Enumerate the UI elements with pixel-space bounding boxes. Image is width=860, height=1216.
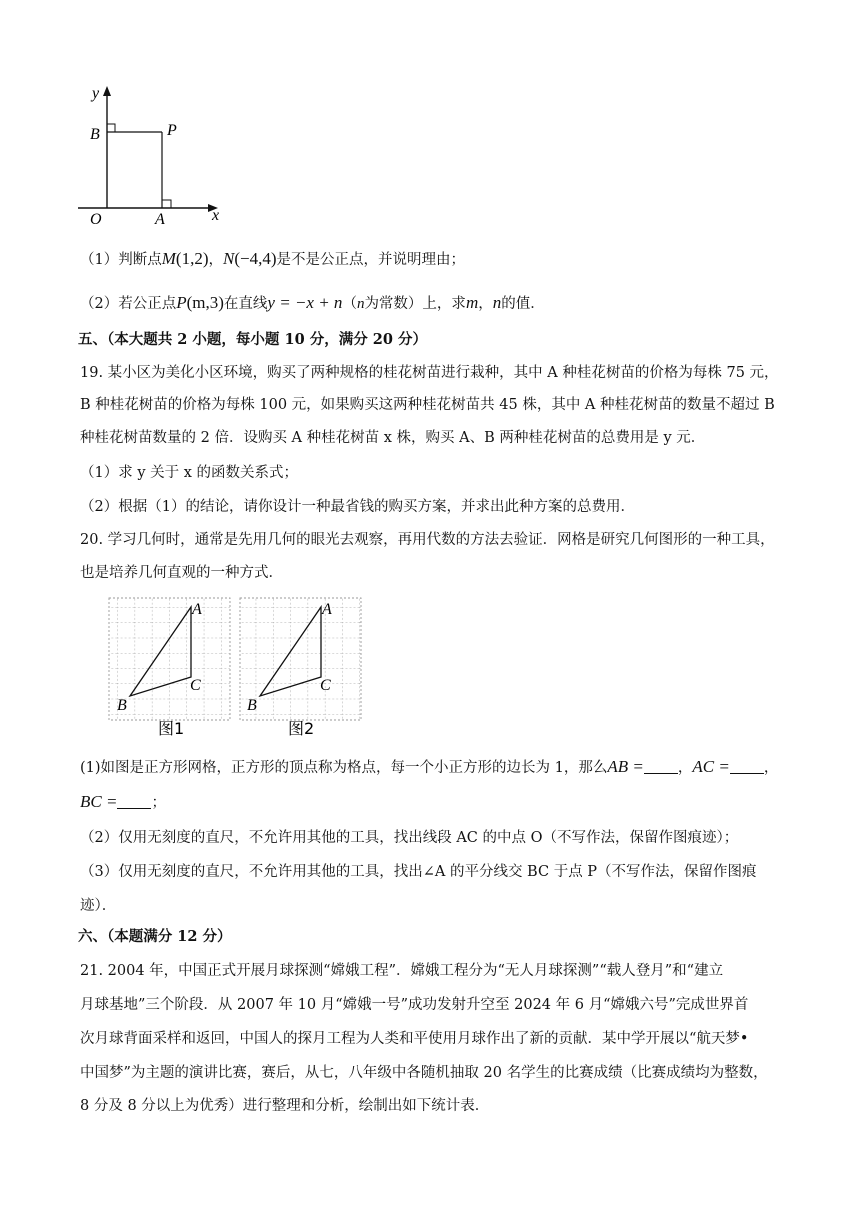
fig2-label-C: C [320, 677, 331, 694]
q20-part2: （2）仅用无刻度的直尺，不允许用其他的工具，找出线段 AC 的中点 O（不写作法，保留作图痕迹）； [80, 830, 739, 846]
q18-line-equation: y = −x + n [267, 293, 343, 312]
fig2-label-A: A [322, 601, 332, 618]
point-A-label: A [155, 211, 165, 228]
q20-part3-line1: （3）仅用无刻度的直尺，不允许用其他的工具，找出∠A 的平分线交 BC 于点 P（不写作法，保留作图痕 [80, 864, 757, 880]
point-P-label: P [167, 122, 177, 139]
origin-label: O [90, 211, 102, 228]
section5-title: 五、（本大题共 2 小题，每小题 10 分，满分 20 分） [78, 331, 427, 348]
q18-p2-text-e: ， [478, 296, 493, 312]
q18-point-P-coord: (m,3) [186, 293, 224, 312]
q18-point-N: N [222, 249, 235, 268]
q20-part1-line1 [80, 757, 778, 778]
q21-line2: 月球基地”三个阶段．从 2007 年 10 月“嫦娥一号”成功发射升空至 2024 年 6 月“嫦娥六号”完成世界首 [80, 997, 749, 1013]
q21-line3: 次月球背面采样和返回，中国人的探月工程为人类和平使用月球作出了新的贡献．某中学开展以“航天梦• [80, 1031, 749, 1047]
fig1-label-C: C [190, 677, 201, 694]
section6-title: 六、（本题满分 12 分） [78, 928, 232, 945]
q20-line1: 20. 学习几何时，通常是先用几何的眼光去观察，再用代数的方法去验证．网格是研究几何图形的一种工具， [80, 532, 775, 548]
q18-var-m: m [465, 293, 479, 312]
q19-line5: （2）根据（1）的结论，请你设计一种最省钱的购买方案，并求出此种方案的总费用． [80, 499, 635, 515]
grid-figures [100, 592, 380, 742]
q18-var-n2: n [492, 293, 502, 312]
q20-p1-end: ； [151, 795, 166, 811]
q21-line1: 21. 2004 年，中国正式开展月球探测“嫦娥工程”．嫦娥工程分为“无人月球探测”“载人登月”和“建立 [80, 963, 724, 979]
q19-line2: B 种桂花树苗的价格为每株 100 元，如果购买这两种桂花树苗共 45 株，其中 A 种桂花树苗的数量不超过 B [80, 397, 775, 413]
x-label: x [212, 207, 220, 224]
q18-var-n: n [356, 296, 365, 312]
q18-p1-text-b: 是不是公正点，并说明理由； [276, 252, 465, 268]
q18-point-M: M [161, 249, 176, 268]
q20-AC-blank [730, 759, 764, 774]
q18-p2-text-d: 为常数）上，求 [364, 296, 466, 312]
q20-p1-sep2: ， [763, 760, 779, 776]
q18-p1-sep: ， [208, 252, 223, 268]
q20-p1-sep1: ， [677, 760, 693, 776]
q20-AC-label: AC = [692, 757, 730, 776]
q20-part1-line2 [80, 792, 166, 813]
q19-line3: 种桂花树苗数量的 2 倍．设购买 A 种桂花树苗 x 株，购买 A、B 两种桂花树苗的总费用是 y 元． [80, 430, 706, 446]
fig1-caption: 图1 [158, 719, 185, 738]
q19-line4: （1）求 y 关于 x 的函数关系式； [80, 465, 299, 481]
grid-figure-1 [109, 598, 230, 738]
fig2-label-B: B [247, 697, 257, 714]
fig1-label-B: B [117, 697, 127, 714]
y-label: y [92, 85, 100, 102]
y-axis-arrow [103, 86, 111, 96]
q18-point-P: P [176, 293, 187, 312]
right-angle-A [162, 200, 171, 208]
q20-line2: 也是培养几何直观的一种方式． [80, 565, 283, 581]
q21-line4: 中国梦”为主题的演讲比赛，赛后，从七，八年级中各随机抽取 20 名学生的比赛成绩（比赛成绩均为整数， [80, 1065, 768, 1081]
grid-figure-2 [240, 598, 361, 738]
fig2-caption: 图2 [288, 719, 315, 738]
q18-p2-text-c: （ [342, 296, 357, 312]
q21-line5: 8 分及 8 分以上为优秀）进行整理和分析，绘制出如下统计表． [80, 1098, 490, 1114]
q18-p2-text-b: 在直线 [223, 296, 268, 312]
q20-p1-text: (1)如图是正方形网格，正方形的顶点称为格点，每一个小正方形的边长为 1，那么 [80, 760, 608, 776]
q18-p1-text-a: （1）判断点 [80, 252, 162, 268]
q18-p2-text-f: 的值． [501, 296, 545, 312]
q20-AB-label: AB = [607, 757, 644, 776]
q18-point-N-coord: (−4,4) [234, 249, 277, 268]
fig1-label-A: A [192, 601, 202, 618]
q18-part2 [80, 293, 545, 314]
q20-AB-blank [644, 759, 678, 774]
q18-part1 [80, 249, 465, 270]
coordinate-figure [70, 82, 230, 232]
q18-point-M-coord: (1,2) [175, 249, 209, 268]
q20-BC-label: BC = [80, 792, 118, 811]
q19-line1: 19. 某小区为美化小区环境，购买了两种规格的桂花树苗进行栽种，其中 A 种桂花树苗的价格为每株 75 元， [80, 365, 779, 381]
point-B-label: B [90, 126, 100, 143]
right-angle-B [107, 124, 115, 132]
q18-p2-text-a: （2）若公正点 [80, 296, 177, 312]
q20-part3-line2: 迹）． [80, 898, 117, 914]
q20-BC-blank [117, 794, 151, 809]
